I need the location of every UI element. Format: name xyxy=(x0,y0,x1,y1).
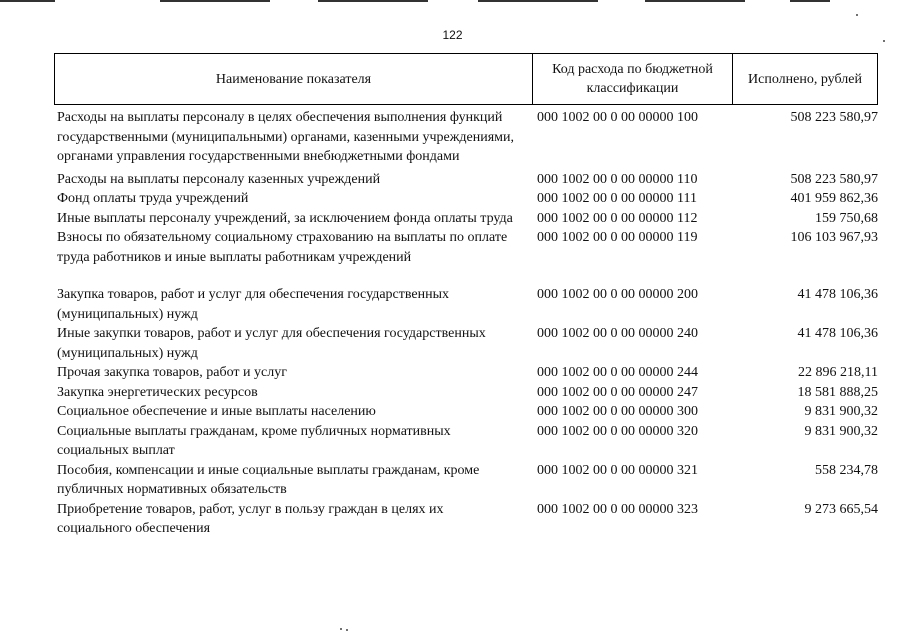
header-code: Код расхода по бюджетной классификации xyxy=(533,54,733,104)
table-row xyxy=(57,324,880,363)
row-amount: 558 234,78 xyxy=(815,462,878,478)
header-executed: Исполнено, рублей xyxy=(748,71,862,87)
row-name: Приобретение товаров, работ, услуг в пользу граждан в целях их социального обеспечения xyxy=(57,501,444,536)
row-code: 000 1002 00 0 00 00000 240 xyxy=(537,326,698,341)
table-row xyxy=(57,461,880,500)
row-name: Взносы по обязательному социальному страхованию на выплаты по оплате труда работников и иные выплаты работникам учреждений xyxy=(57,230,508,265)
row-name: Закупка товаров, работ и услуг для обеспечения государственных (муниципальных) нужд xyxy=(57,287,450,322)
row-code: 000 1002 00 0 00 00000 244 xyxy=(537,365,698,380)
row-amount: 9 831 900,32 xyxy=(804,404,878,419)
row-amount: 106 103 967,93 xyxy=(790,230,878,245)
row-name: Иные выплаты персоналу учреждений, за исключением фонда оплаты труда xyxy=(57,210,513,226)
table-row xyxy=(57,108,880,167)
scan-edge-line xyxy=(790,0,830,2)
row-amount: 41 478 106,36 xyxy=(797,326,878,341)
row-name: Пособия, компенсации и иные социальные выплаты гражданам, кроме публичных нормативных обязательств xyxy=(57,462,480,497)
row-amount: 9 273 665,54 xyxy=(804,501,878,517)
table-header xyxy=(54,53,878,105)
row-code: 000 1002 00 0 00 00000 320 xyxy=(537,423,698,439)
table-row xyxy=(57,228,880,267)
row-amount: 401 959 862,36 xyxy=(790,191,878,206)
scan-edge-line xyxy=(318,0,428,2)
row-code: 000 1002 00 0 00 00000 112 xyxy=(537,210,698,226)
row-name: Иные закупки товаров, работ и услуг для обеспечения государственных (муниципальных) нужд xyxy=(57,326,486,361)
table-row xyxy=(57,285,880,324)
table-row xyxy=(57,500,880,539)
table-row xyxy=(57,363,880,383)
row-name: Социальные выплаты гражданам, кроме публичных нормативных социальных выплат xyxy=(57,423,451,458)
scan-speck xyxy=(340,628,342,630)
header-name: Наименование показателя xyxy=(55,54,533,104)
row-amount: 508 223 580,97 xyxy=(790,171,878,187)
scan-edge-line xyxy=(160,0,270,2)
table-body xyxy=(57,108,880,539)
row-code: 000 1002 00 0 00 00000 300 xyxy=(537,404,698,419)
row-code: 000 1002 00 0 00 00000 100 xyxy=(537,110,698,125)
row-code: 000 1002 00 0 00 00000 323 xyxy=(537,501,698,517)
table-row xyxy=(57,170,880,190)
scan-speck xyxy=(856,14,858,16)
row-code: 000 1002 00 0 00 00000 200 xyxy=(537,287,698,302)
row-code: 000 1002 00 0 00 00000 247 xyxy=(537,384,698,400)
row-name: Закупка энергетических ресурсов xyxy=(57,384,258,400)
row-amount: 22 896 218,11 xyxy=(798,365,878,380)
row-code: 000 1002 00 0 00 00000 110 xyxy=(537,171,698,187)
table-row xyxy=(57,402,880,422)
row-name: Расходы на выплаты персоналу казенных учреждений xyxy=(57,171,381,187)
table-row xyxy=(57,422,880,461)
row-amount: 41 478 106,36 xyxy=(797,287,878,302)
scan-speck xyxy=(346,629,348,631)
row-name: Расходы на выплаты персоналу в целях обеспечения выполнения функций государственными (муниципальными) органами, казенными учреждениями, органами управления государственными внебюджетными фондами xyxy=(57,110,514,164)
table-row xyxy=(57,189,880,209)
row-code: 000 1002 00 0 00 00000 119 xyxy=(537,230,698,245)
row-name: Фонд оплаты труда учреждений xyxy=(57,191,249,206)
page-number: 122 xyxy=(442,28,463,42)
row-amount: 18 581 888,25 xyxy=(797,384,878,400)
scan-edge-line xyxy=(0,0,55,2)
row-amount: 159 750,68 xyxy=(815,210,878,226)
row-code: 000 1002 00 0 00 00000 321 xyxy=(537,462,698,478)
row-amount: 9 831 900,32 xyxy=(804,423,878,439)
table-row xyxy=(57,383,880,403)
scan-edge-line xyxy=(478,0,598,2)
row-amount: 508 223 580,97 xyxy=(790,110,878,125)
row-code: 000 1002 00 0 00 00000 111 xyxy=(537,191,697,206)
table-row xyxy=(57,209,880,229)
scan-edge-line xyxy=(645,0,745,2)
row-name: Социальное обеспечение и иные выплаты населению xyxy=(57,404,376,419)
row-name: Прочая закупка товаров, работ и услуг xyxy=(57,365,287,380)
